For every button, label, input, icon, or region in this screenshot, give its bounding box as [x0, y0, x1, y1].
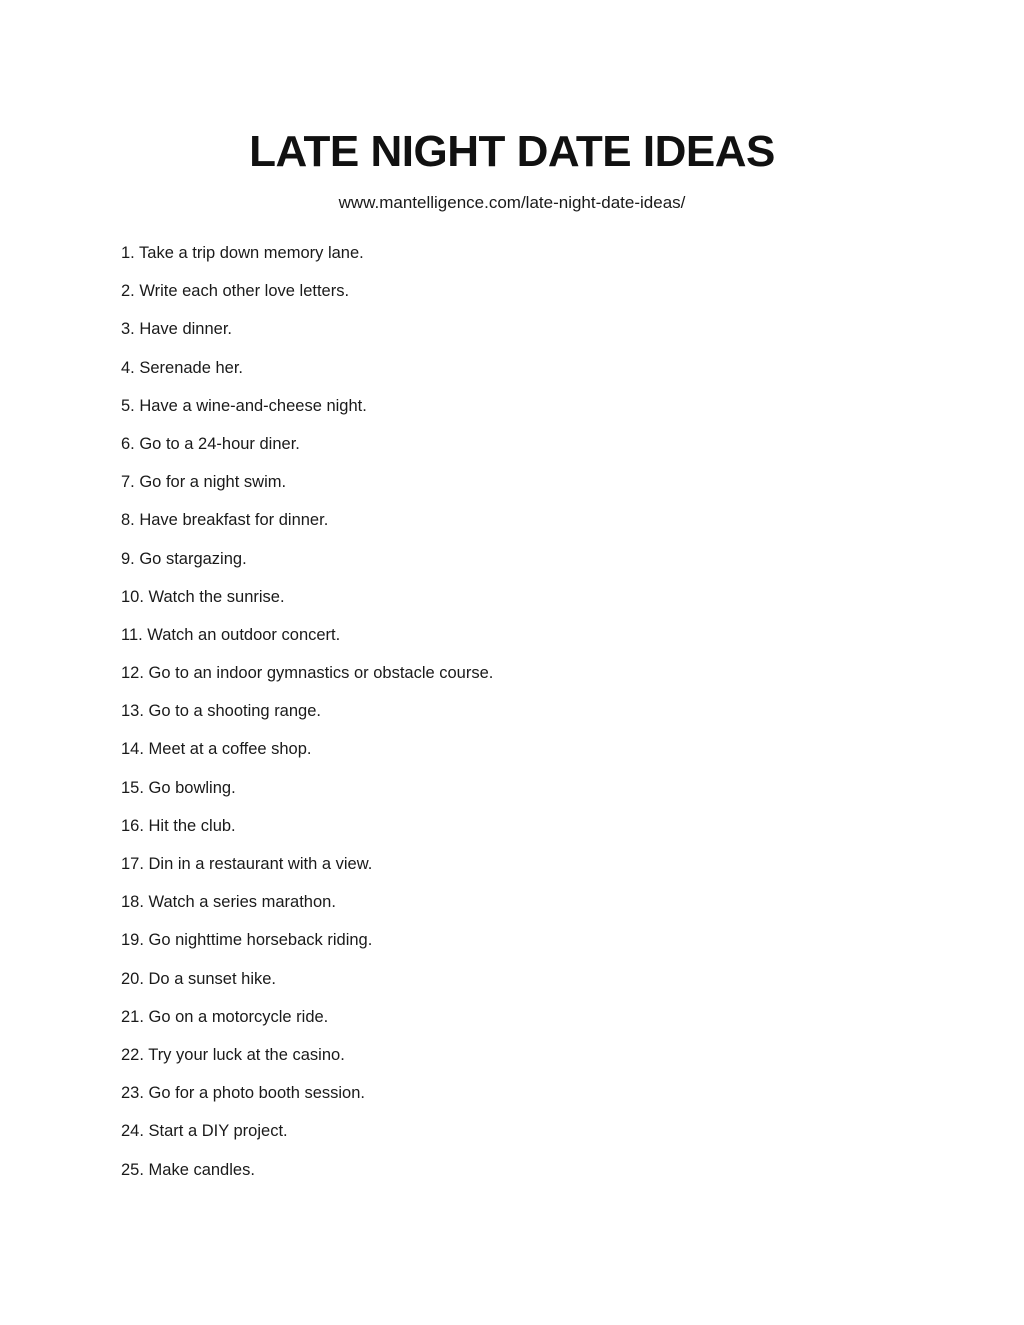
- list-item: 16. Hit the club.: [121, 816, 236, 835]
- list-item: 5. Have a wine-and-cheese night.: [121, 396, 367, 415]
- list-item: 15. Go bowling.: [121, 778, 236, 797]
- list-item: 20. Do a sunset hike.: [121, 969, 277, 988]
- list-item: 4. Serenade her.: [121, 358, 244, 377]
- list-item: 13. Go to a shooting range.: [121, 702, 321, 721]
- list-item: 7. Go for a night swim.: [121, 473, 287, 492]
- list-item: 21. Go on a motorcycle ride.: [121, 1007, 329, 1026]
- list-item: 19. Go nighttime horseback riding.: [121, 931, 373, 950]
- list-item: 1. Take a trip down memory lane.: [121, 244, 364, 262]
- page-title: LATE NIGHT DATE IDEAS: [249, 127, 775, 176]
- list-item: 8. Have breakfast for dinner.: [121, 511, 329, 530]
- list-item: 10. Watch the sunrise.: [121, 587, 285, 606]
- source-url: www.mantelligence.com/late-night-date-ideas/: [338, 193, 686, 212]
- list-item: 22. Try your luck at the casino.: [121, 1045, 345, 1064]
- ideas-list: [121, 242, 493, 1197]
- list-item: 6. Go to a 24-hour diner.: [121, 434, 300, 453]
- list-item: 18. Watch a series marathon.: [121, 893, 336, 912]
- list-item: 11. Watch an outdoor concert.: [121, 625, 341, 644]
- list-item: 24. Start a DIY project.: [121, 1122, 288, 1141]
- list-item: 14. Meet at a coffee shop.: [121, 740, 312, 759]
- list-item: 17. Din in a restaurant with a view.: [121, 855, 373, 873]
- list-item: 3. Have dinner.: [121, 320, 232, 339]
- list-item: 23. Go for a photo booth session.: [121, 1084, 365, 1103]
- list-item: 12. Go to an indoor gymnastics or obstacle course.: [121, 664, 494, 683]
- list-item: 25. Make candles.: [121, 1160, 255, 1179]
- list-item: 2. Write each other love letters.: [121, 282, 350, 301]
- list-item: 9. Go stargazing.: [121, 549, 247, 568]
